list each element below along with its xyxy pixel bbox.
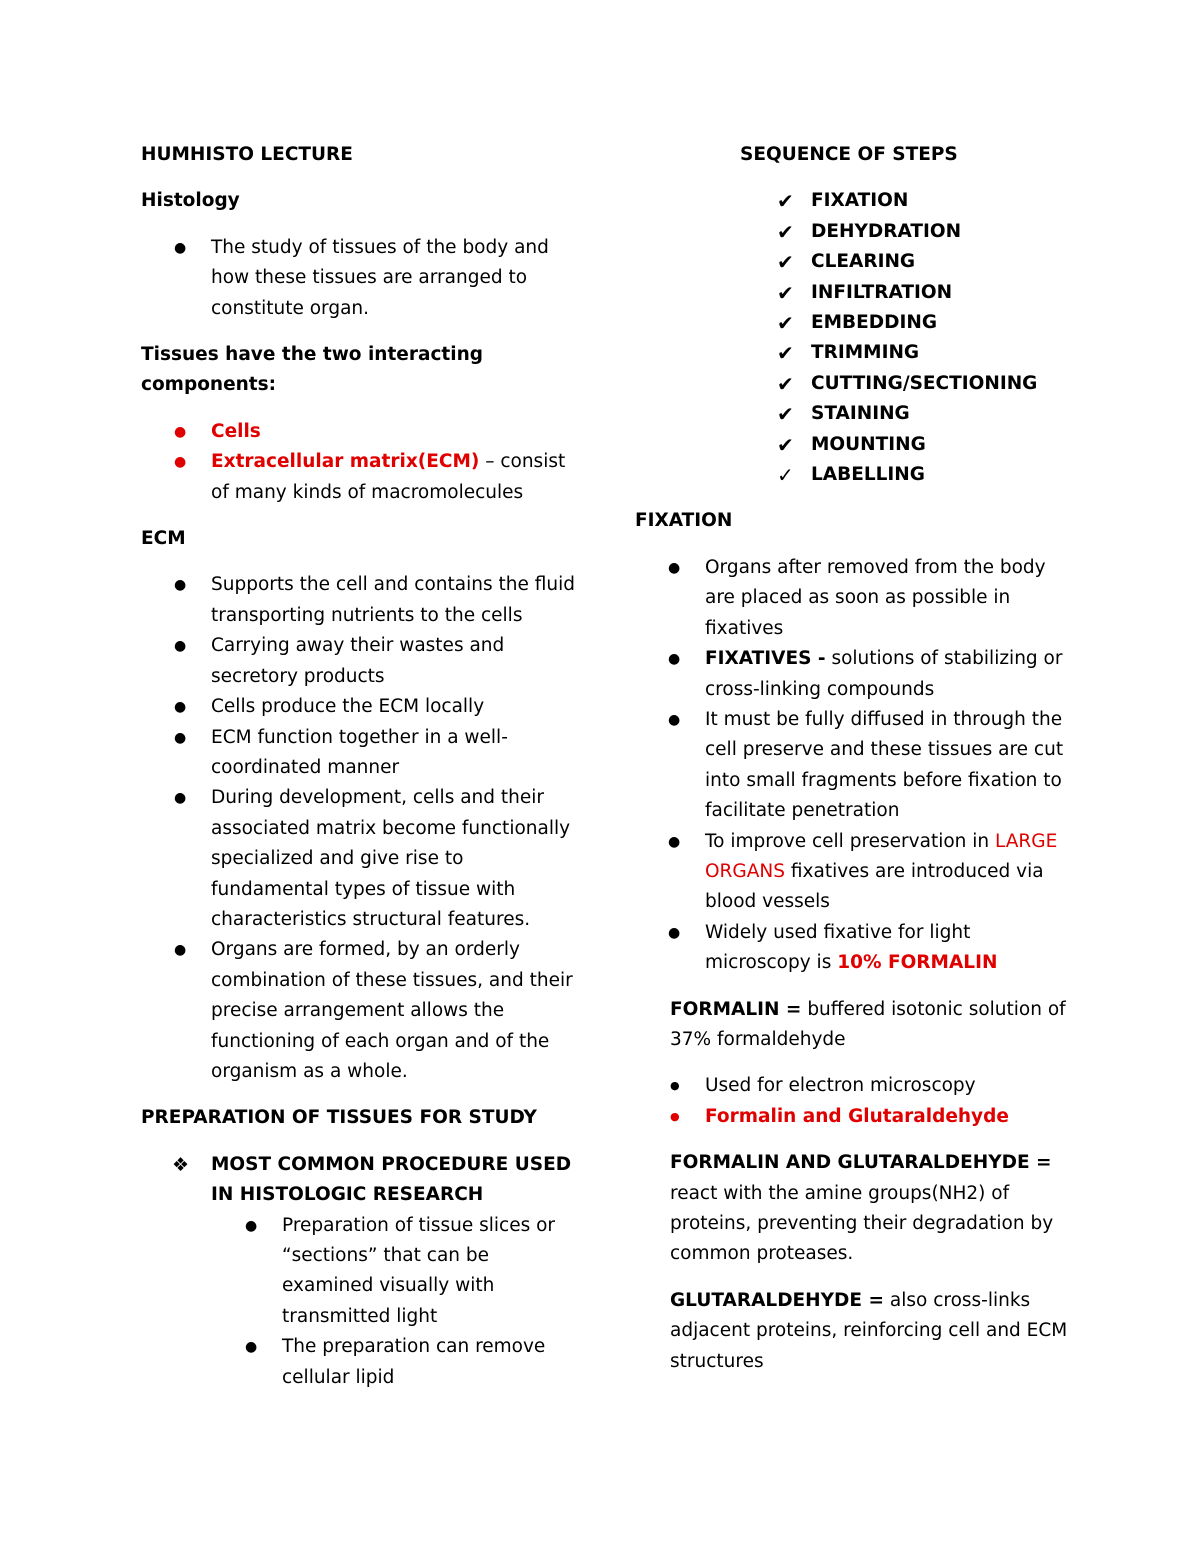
step-label: EMBEDDING (811, 312, 938, 334)
list-item-text: Preparation of tissue slices or “sections” that can be examined visually with transmitted light (282, 1214, 556, 1327)
step-label: CLEARING (811, 251, 916, 273)
bullet-icon: ● (174, 638, 187, 655)
list-item (141, 1211, 581, 1333)
formalin-definition (635, 995, 1075, 1056)
histology-heading: Histology (141, 190, 240, 212)
procedure-sublist (141, 1211, 581, 1393)
list-item (141, 570, 581, 631)
right-column (635, 140, 1075, 1377)
list-item-text: During development, cells and their associated matrix become functionally specialized and give rise to fundamental types of tissue with characteristics structural features. (211, 787, 571, 930)
ecm-list (141, 570, 581, 1087)
bullet-icon: ● (245, 1217, 258, 1234)
highlight-text: 10% FORMALIN (837, 952, 998, 974)
diamond-bullet-icon: ❖ (172, 1153, 190, 1176)
list-item (141, 723, 581, 784)
bullet-icon: ● (670, 1079, 680, 1093)
list-item (141, 233, 581, 324)
procedure-heading: MOST COMMON PROCEDURE USED IN HISTOLOGIC RESEARCH (211, 1153, 572, 1206)
steps-list (635, 186, 1075, 490)
bullet-icon: ● (245, 1339, 258, 1356)
prep-heading: PREPARATION OF TISSUES FOR STUDY (141, 1107, 537, 1129)
step-label: FIXATION (811, 190, 909, 212)
bullet-icon: ● (668, 711, 681, 728)
term-label: FORMALIN = (670, 998, 802, 1020)
bullet-icon: ● (174, 942, 187, 959)
check-icon: ✔ (777, 189, 794, 214)
term-definition: react with the amine groups(NH2) of proteins, preventing their degradation by common proteases. (670, 1182, 1054, 1265)
list-item-text: Formalin and Glutaraldehyde (705, 1105, 1009, 1127)
term-label: FIXATIVES - (705, 648, 826, 670)
fixation-list (635, 553, 1075, 979)
list-item (141, 1150, 581, 1211)
list-item-text: Organs after removed from the body are placed as soon as possible in fixatives (705, 556, 1046, 639)
list-item-text: fixatives are introduced via blood vessels (705, 860, 1044, 913)
list-item-text: The study of tissues of the body and how these tissues are arranged to constitute organ. (211, 236, 549, 319)
list-item-text: Widely used fixative for light microscopy is (705, 921, 971, 974)
check-icon: ✔ (777, 250, 794, 275)
check-icon: ✓ (777, 463, 794, 488)
step-item (635, 430, 1075, 460)
list-item (635, 1102, 1075, 1132)
list-item-text: Supports the cell and contains the fluid transporting nutrients to the cells (211, 574, 575, 626)
bullet-icon: ● (174, 790, 187, 807)
list-item-text: Carrying away their wastes and secretory products (211, 635, 505, 687)
component-label: Cells (211, 420, 261, 442)
components-list (141, 417, 581, 508)
list-item (141, 783, 581, 935)
highlight-text: LARGE ORGANS (705, 830, 1058, 882)
step-label: LABELLING (811, 464, 925, 486)
em-list (635, 1071, 1075, 1132)
histology-list (141, 233, 581, 324)
glutaraldehyde-definition (635, 1286, 1075, 1377)
list-item (635, 644, 1075, 705)
formalin-glutaraldehyde-definition (635, 1148, 1075, 1270)
list-item-text: ECM function together in a well-coordinated manner (211, 726, 508, 778)
bullet-icon: ● (174, 239, 187, 256)
step-label: DEHYDRATION (811, 220, 962, 242)
list-item (141, 417, 581, 447)
ecm-heading: ECM (141, 528, 186, 550)
check-icon: ✔ (777, 402, 794, 427)
list-item (635, 705, 1075, 827)
step-label: CUTTING/SECTIONING (811, 372, 1038, 394)
step-item (635, 460, 1075, 490)
check-icon: ✔ (777, 432, 794, 457)
bullet-icon: ● (668, 651, 681, 668)
list-item (635, 553, 1075, 644)
term-label: FORMALIN AND GLUTARALDEHYDE = (670, 1152, 1052, 1174)
step-item (635, 217, 1075, 247)
list-item (635, 918, 1075, 979)
bullet-icon: ● (174, 423, 187, 440)
sequence-heading: SEQUENCE OF STEPS (740, 144, 958, 165)
bullet-icon: ● (174, 454, 187, 471)
left-column (141, 140, 581, 1393)
check-icon: ✔ (777, 371, 794, 396)
bullet-icon: ● (668, 833, 681, 850)
check-icon: ✔ (777, 341, 794, 366)
bullet-icon: ● (670, 1109, 680, 1123)
bullet-icon: ● (174, 729, 187, 746)
term-definition: also cross-links adjacent proteins, reinforcing cell and ECM structures (670, 1289, 1068, 1372)
list-item (141, 935, 581, 1087)
check-icon: ✔ (777, 280, 794, 305)
list-item (141, 631, 581, 692)
component-description: – consist of many kinds of macromolecules (211, 451, 566, 503)
list-item (635, 827, 1075, 918)
bullet-icon: ● (668, 559, 681, 576)
term-label: GLUTARALDEHYDE = (670, 1289, 884, 1311)
step-label: MOUNTING (811, 433, 926, 455)
list-item-text: Cells produce the ECM locally (211, 696, 485, 718)
step-label: STAINING (811, 403, 910, 425)
step-item (635, 247, 1075, 277)
term-definition: solutions of stabilizing or cross-linking compounds (705, 648, 1063, 700)
component-label: Extracellular matrix(ECM) (211, 451, 480, 473)
step-item (635, 278, 1075, 308)
procedure-list (141, 1150, 581, 1211)
check-icon: ✔ (777, 311, 794, 336)
step-item (635, 186, 1075, 216)
step-label: INFILTRATION (811, 281, 953, 303)
list-item-text: It must be fully diffused in through the cell preserve and these tissues are cut into small fragments before fixation to facilitate penetration (705, 708, 1064, 822)
list-item (141, 1332, 581, 1393)
list-item (141, 692, 581, 722)
step-item (635, 369, 1075, 399)
step-item (635, 308, 1075, 338)
fixation-heading: FIXATION (635, 510, 733, 532)
bullet-icon: ● (174, 699, 187, 716)
step-item (635, 399, 1075, 429)
list-item (141, 447, 581, 508)
bullet-icon: ● (174, 577, 187, 594)
list-item (635, 1071, 1075, 1101)
list-item-text: The preparation can remove cellular lipid (282, 1336, 546, 1388)
tissues-heading: Tissues have the two interacting components: (141, 344, 484, 396)
list-item-text: Organs are formed, by an orderly combination of these tissues, and their precise arrangement allows the functioning of each organ and of the organism as a whole. (211, 939, 573, 1082)
step-label: TRIMMING (811, 342, 920, 364)
doc-title: HUMHISTO LECTURE (141, 144, 353, 165)
step-item (635, 338, 1075, 368)
term-definition: buffered isotonic solution of 37% formaldehyde (670, 998, 1066, 1050)
check-icon: ✔ (777, 219, 794, 244)
bullet-icon: ● (668, 924, 681, 941)
list-item-text: To improve cell preservation in (705, 830, 996, 852)
list-item-text: Used for electron microscopy (705, 1075, 976, 1097)
